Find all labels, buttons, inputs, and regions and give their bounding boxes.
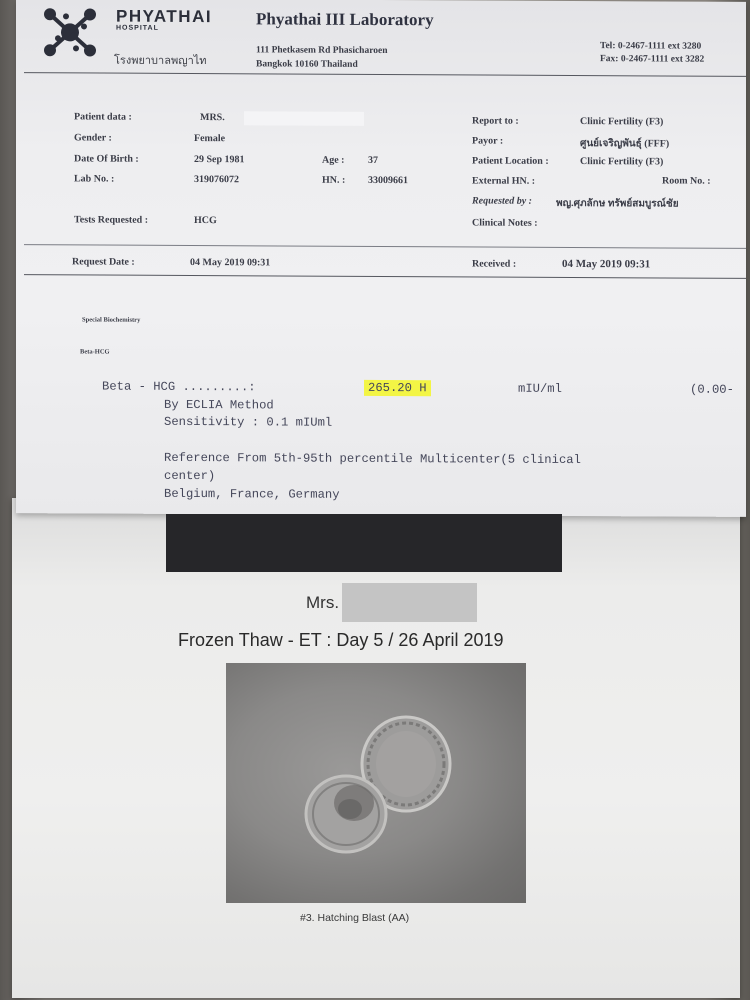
- lab-fax: Fax: 0-2467-1111 ext 3282: [600, 54, 705, 65]
- location-value: Clinic Fertility (F3): [580, 156, 664, 168]
- room-no-label: Room No. :: [662, 175, 711, 187]
- embryo-title: Frozen Thaw - ET : Day 5 / 26 April 2019: [178, 630, 504, 650]
- lab-name: Phyathai III Laboratory: [256, 9, 434, 30]
- test-reference-2: center): [164, 468, 216, 484]
- patient-name-redaction: [244, 111, 364, 126]
- redaction-bar: [166, 514, 562, 572]
- lab-tel: Tel: 0-2467-1111 ext 3280: [600, 41, 702, 52]
- mid-divider: [24, 244, 746, 249]
- requested-by-value: พญ.ศุภลักษ ทรัพย์สมบูรณ์ชัย: [556, 197, 679, 210]
- lab-no-label: Lab No. :: [74, 173, 115, 185]
- gender-value: Female: [194, 133, 226, 145]
- blastocyst-image: [226, 663, 526, 903]
- hospital-thai-name: โรงพยาบาลพญาไท: [114, 54, 207, 68]
- received-label: Received :: [472, 258, 517, 270]
- test-sensitivity: Sensitivity : 0.1 mIUml: [164, 414, 333, 430]
- test-value: [364, 381, 431, 395]
- embryo-name-redaction: [342, 583, 477, 622]
- lab-report-sheet: [16, 0, 746, 517]
- received-value: 04 May 2019 09:31: [562, 257, 651, 271]
- external-hn-label: External HN. :: [472, 175, 536, 187]
- age-label: Age :: [322, 154, 345, 166]
- hospital-logo-icon: [36, 4, 106, 62]
- section-special-biochemistry: Special Biochemistry: [82, 316, 141, 324]
- embryo-caption: #3. Hatching Blast (AA): [300, 912, 410, 924]
- hospital-name: PHYATHAI: [116, 6, 213, 27]
- embryo-patient-mrs: Mrs.: [306, 593, 340, 612]
- tests-value: HCG: [194, 215, 217, 227]
- lab-address-line2: Bangkok 10160 Thailand: [256, 59, 358, 70]
- section-beta-hcg: Beta-HCG: [80, 348, 110, 356]
- report-to-value: Clinic Fertility (F3): [580, 116, 664, 128]
- payor-value: ศูนย์เจริญพันธุ์ (FFF): [580, 138, 670, 150]
- dob-label: Date Of Birth :: [74, 153, 139, 165]
- patient-value: MRS.: [200, 112, 225, 124]
- clinical-notes-label: Clinical Notes :: [472, 217, 538, 229]
- requested-by-label: Requested by :: [472, 195, 532, 207]
- patient-label: Patient data :: [74, 111, 132, 123]
- lab-address-line1: 111 Phetkasem Rd Phasicharoen: [256, 45, 388, 57]
- dob-value: 29 Sep 1981: [194, 154, 245, 166]
- location-label: Patient Location :: [472, 155, 549, 167]
- lab-no-value: 319076072: [194, 174, 239, 186]
- hospital-sub: HOSPITAL: [116, 24, 159, 32]
- request-date-label: Request Date :: [72, 256, 135, 268]
- embryo-photo: [226, 663, 526, 903]
- tests-label: Tests Requested :: [74, 214, 149, 226]
- test-method: By ECLIA Method: [164, 397, 274, 413]
- request-date-value: 04 May 2019 09:31: [190, 256, 271, 269]
- age-value: 37: [368, 154, 378, 166]
- hn-label: HN. :: [322, 174, 346, 186]
- test-value-highlight: 265.20 H: [364, 380, 431, 396]
- hn-value: 33009661: [368, 174, 408, 187]
- test-name: Beta - HCG .........:: [102, 379, 256, 395]
- test-range: (0.00-: [690, 382, 734, 397]
- header-divider: [24, 72, 746, 77]
- test-unit: mIU/ml: [518, 381, 562, 396]
- test-reference: Reference From 5th-95th percentile Multicenter(5 clinical: [164, 450, 581, 468]
- results-divider: [24, 274, 746, 279]
- report-to-label: Report to :: [472, 115, 519, 127]
- payor-label: Payor :: [472, 135, 504, 147]
- gender-label: Gender :: [74, 132, 112, 144]
- test-countries: Belgium, France, Germany: [164, 486, 340, 502]
